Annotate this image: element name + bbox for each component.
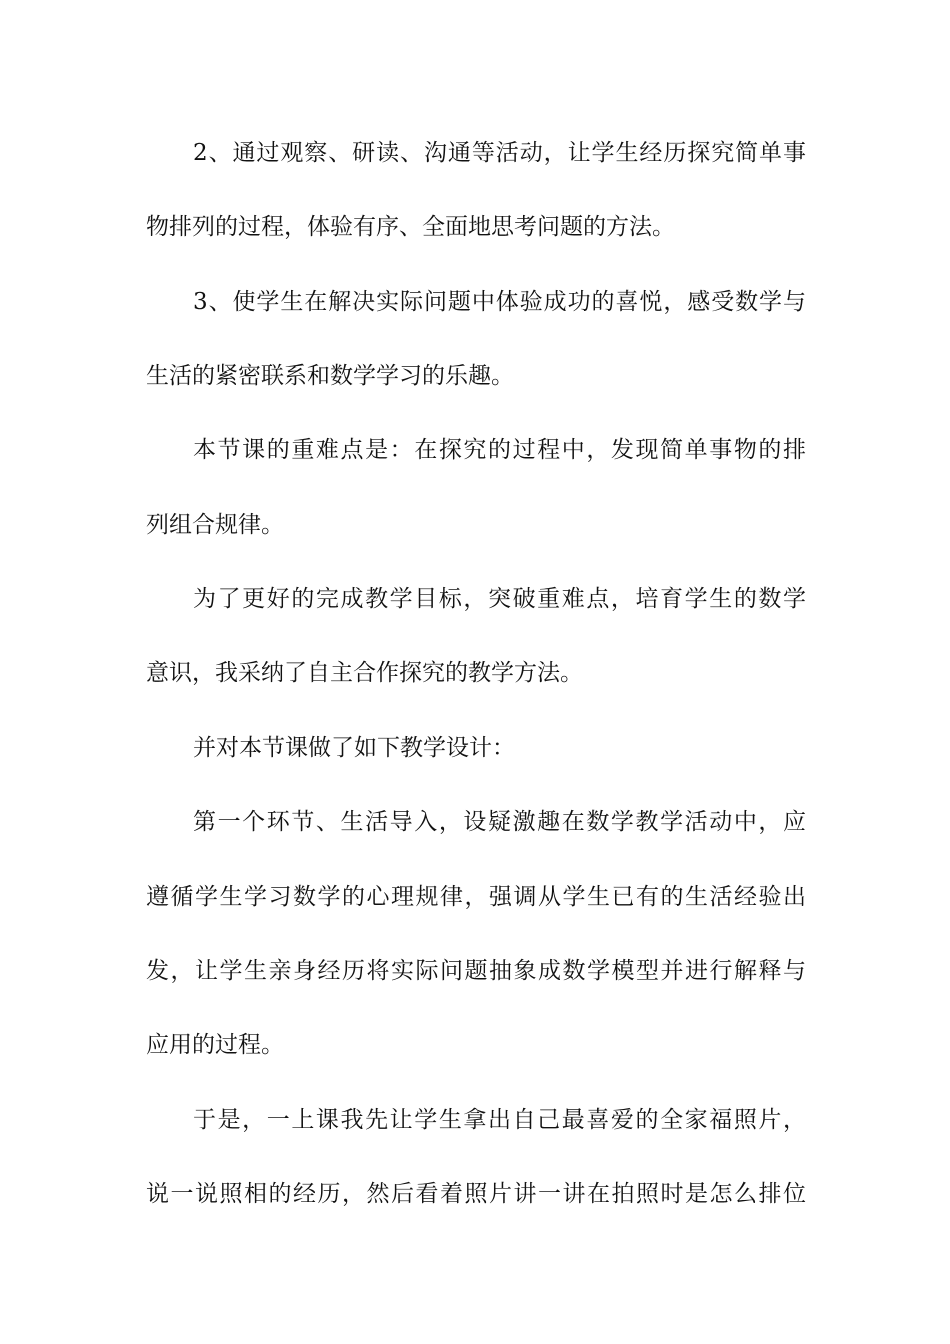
paragraph-line: 3、使学生在解决实际问题中体验成功的喜悦，感受数学与 (193, 289, 806, 315)
paragraph-line: 第一个环节、生活导入，设疑激趣在数学教学活动中，应 (193, 809, 806, 835)
paragraph-line: 遵循学生学习数学的心理规律，强调从学生已有的生活经验出 (146, 884, 806, 910)
paragraph-line: 应用的过程。 (146, 1032, 284, 1058)
paragraph-line: 列组合规律。 (146, 512, 284, 538)
paragraph-line: 生活的紧密联系和数学学习的乐趣。 (146, 363, 514, 389)
paragraph-line: 2、通过观察、研读、沟通等活动，让学生经历探究简单事 (193, 140, 806, 166)
paragraph-line: 为了更好的完成教学目标，突破重难点，培育学生的数学 (193, 586, 806, 612)
paragraph-line: 物排列的过程，体验有序、全面地思考问题的方法。 (146, 214, 675, 240)
paragraph-line: 发，让学生亲身经历将实际问题抽象成数学模型并进行解释与 (146, 958, 806, 984)
paragraph-line: 说一说照相的经历，然后看着照片讲一讲在拍照时是怎么排位 (146, 1181, 806, 1207)
paragraph-line: 本节课的重难点是：在探究的过程中，发现简单事物的排 (193, 437, 806, 463)
paragraph-line: 意识，我采纳了自主合作探究的教学方法。 (146, 660, 583, 686)
paragraph-line: 并对本节课做了如下教学设计： (193, 735, 515, 761)
paragraph-line: 于是，一上课我先让学生拿出自己最喜爱的全家福照片， (193, 1107, 806, 1133)
